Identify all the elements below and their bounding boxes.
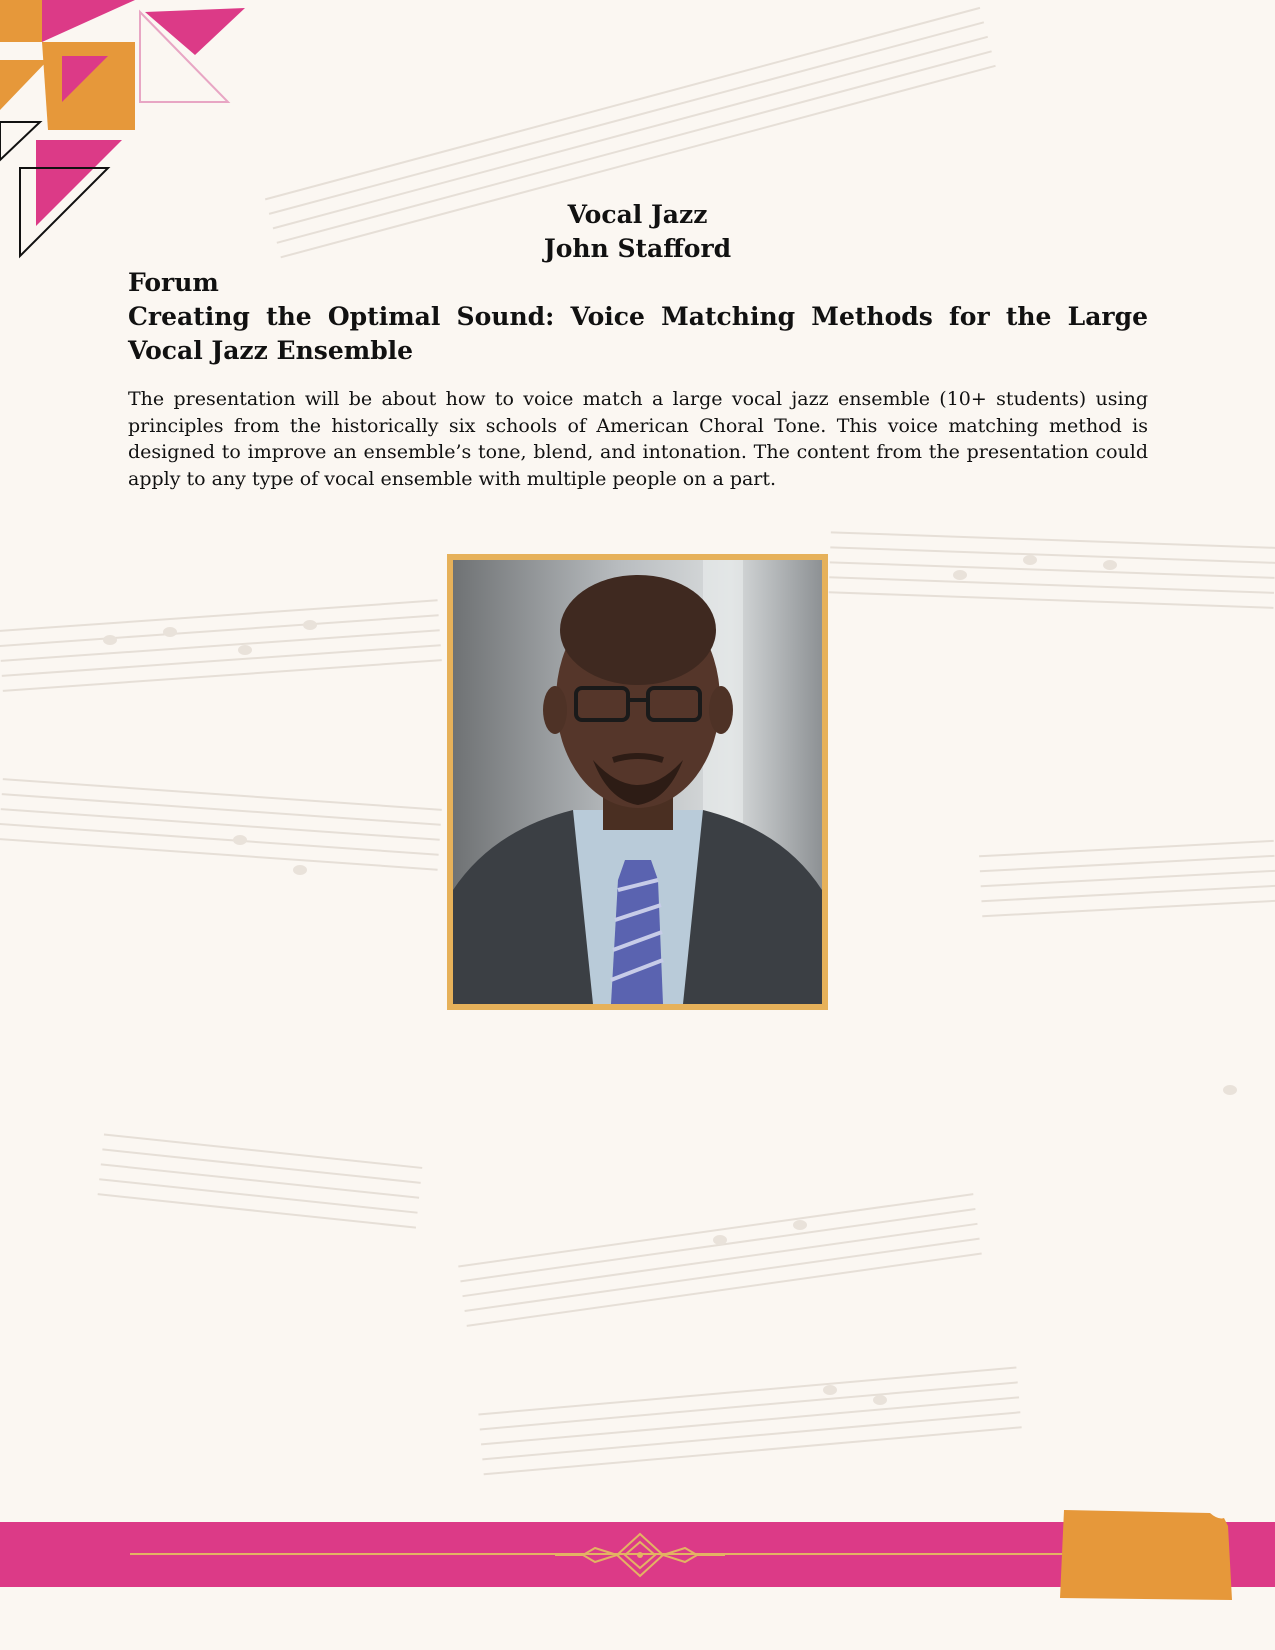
presentation-format: Forum — [128, 268, 219, 297]
presentation-info — [128, 266, 1148, 492]
footer-ornament — [555, 1532, 725, 1578]
kansas-state-shape — [1060, 1508, 1236, 1604]
presentation-description: The presentation will be about how to voice match a large vocal jazz ensemble (10+ students) using principles from the historically six schools of American Choral Tone. This voice matching method is designed to improve an ensemble’s tone, blend, and intonation. The content from the presentation could apply to any type of vocal ensemble with multiple people on a part. — [128, 388, 1148, 490]
session-header — [0, 198, 1275, 266]
presenter-photo — [447, 554, 828, 1010]
session-category: Vocal Jazz — [567, 200, 708, 229]
presentation-title: Creating the Optimal Sound: Voice Matching Methods for the Large Vocal Jazz Ensemble — [128, 302, 1148, 365]
presenter-name: John Stafford — [543, 234, 732, 263]
